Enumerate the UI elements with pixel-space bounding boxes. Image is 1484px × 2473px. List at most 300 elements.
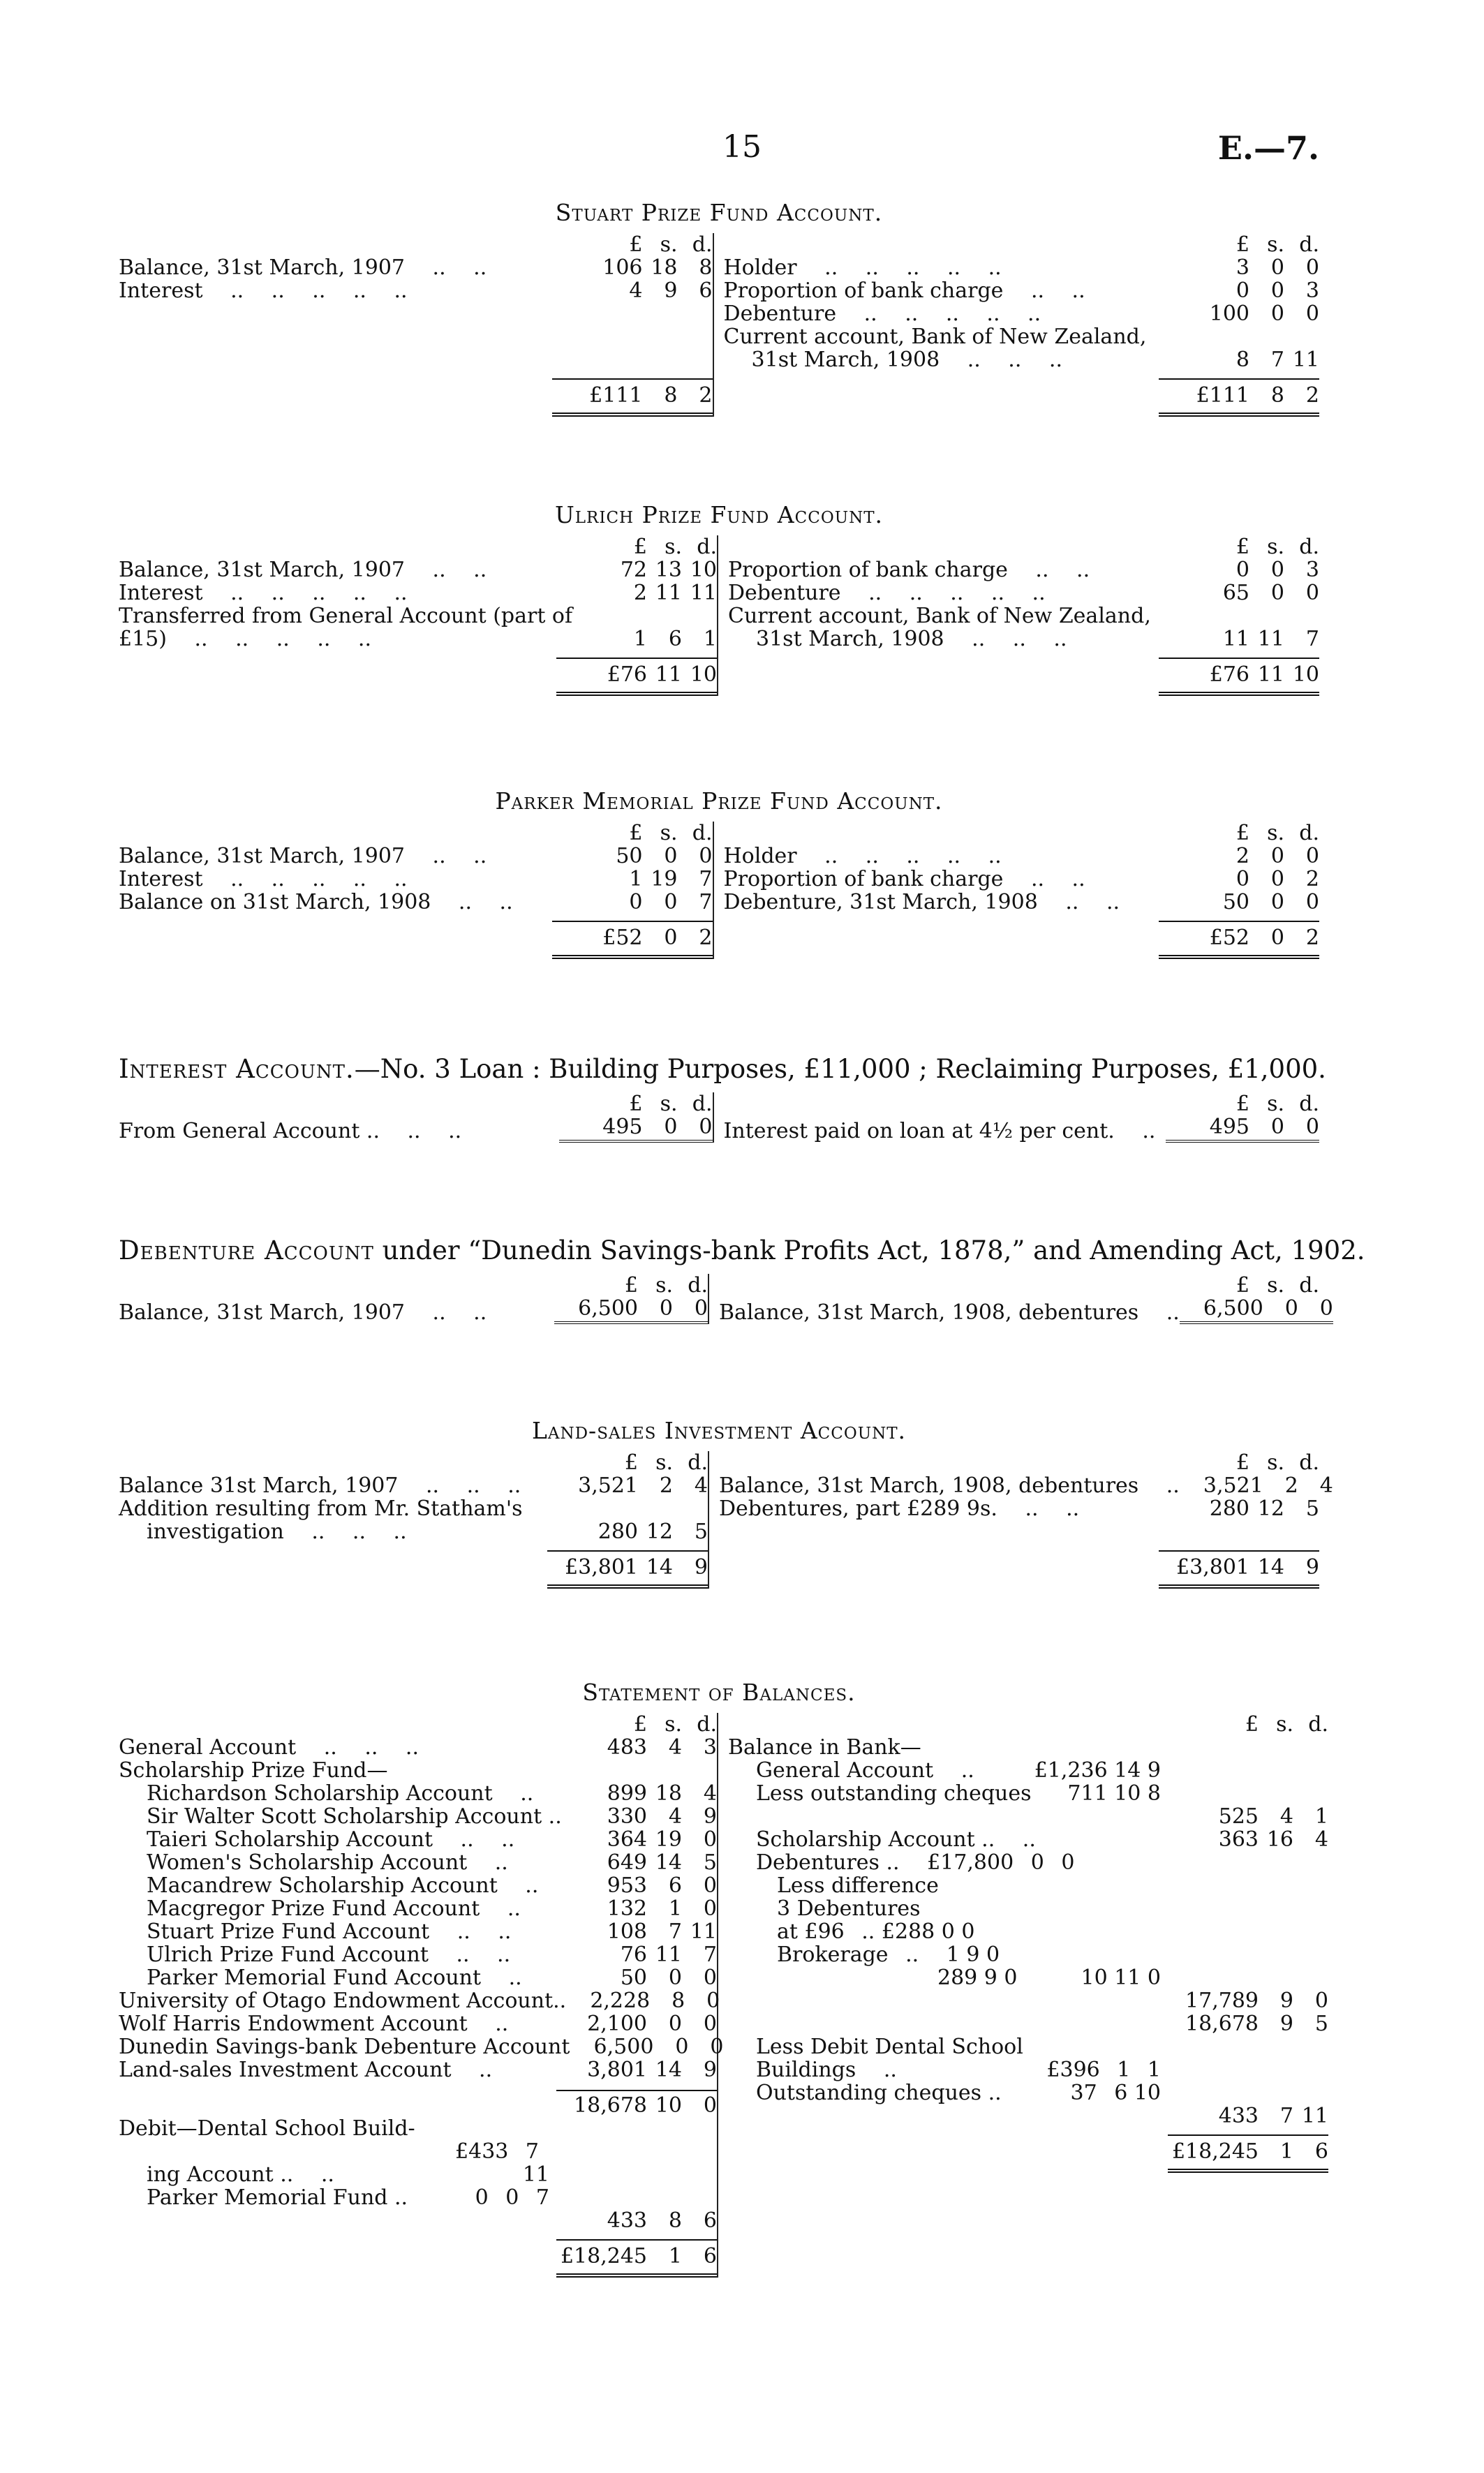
total-amount [556, 2239, 717, 2278]
row-amount [1166, 558, 1319, 581]
pence: 0 [703, 1966, 717, 1990]
section-title [119, 1235, 1365, 1265]
row-label: Debenture, 31st March, 1908 .. .. [723, 890, 1120, 914]
pounds: 132 [607, 1896, 647, 1921]
pence: 9 [694, 1555, 708, 1580]
pence: 6 [703, 2244, 717, 2268]
ledger-row [728, 2081, 1328, 2104]
total [728, 2134, 1328, 2173]
ledger-row [728, 1782, 1328, 1805]
shillings: 0 [1270, 302, 1284, 326]
row-amount [563, 1966, 717, 1989]
shillings: 0 [1284, 1296, 1298, 1321]
pence: 4 [694, 1473, 708, 1498]
ledger-row [119, 279, 713, 302]
ledger-row [719, 1296, 1333, 1325]
pounds: £52 [1209, 926, 1249, 950]
pounds: £3,801 [1176, 1555, 1249, 1580]
ledger-row [119, 1805, 717, 1828]
pence-header: d. [688, 1273, 708, 1298]
ledger-row [119, 2012, 717, 2035]
row-amount [559, 868, 713, 891]
total-amount [552, 378, 713, 417]
pounds-header: £ [1236, 232, 1249, 257]
row-label: 31st March, 1908 .. .. .. [756, 627, 1067, 651]
ledger-row [728, 2012, 1328, 2035]
ledger-row [119, 1874, 717, 1897]
shillings-header: s. [1267, 1092, 1284, 1116]
right-side [714, 822, 1319, 959]
shillings: 14 [646, 1555, 673, 1580]
pounds: £111 [1196, 383, 1249, 408]
row-label: General Account .. [756, 1758, 974, 1783]
row-amount [1175, 1828, 1328, 1851]
inner-amount: £1,236 14 9 [1034, 1758, 1161, 1783]
ledger-row [724, 325, 1319, 348]
shillings: 18 [651, 255, 678, 280]
row-amount [1166, 891, 1319, 914]
pence: 0 [1305, 581, 1319, 605]
right-side [718, 1713, 1328, 2278]
shillings: 16 [1266, 1827, 1293, 1852]
shillings-header: s. [665, 1712, 682, 1737]
pence: 7 [699, 890, 713, 914]
shillings: 11 [655, 662, 682, 687]
ledger-row [728, 1805, 1328, 1828]
pounds: 3,521 [1203, 1473, 1263, 1498]
row-amount [559, 845, 713, 868]
pounds: 363 [1218, 1827, 1259, 1852]
shillings: 0 [1270, 255, 1284, 280]
ledger-row [119, 1966, 717, 1989]
pounds: £76 [1209, 662, 1249, 687]
row-label: Proportion of bank charge .. .. [728, 558, 1090, 582]
total [119, 378, 713, 417]
pounds: 495 [1209, 1115, 1249, 1139]
currency-header [119, 822, 713, 845]
row-label: Balance, 31st March, 1907 .. .. [119, 1300, 487, 1325]
inner-amount: 711 10 8 [1067, 1781, 1161, 1806]
currency-header [728, 535, 1319, 558]
ledger-row [728, 1874, 1328, 1897]
row-label: Taieri Scholarship Account .. .. [147, 1827, 515, 1852]
pounds: 76 [620, 1943, 647, 1967]
row-amount [1166, 348, 1319, 371]
shillings: 12 [646, 1520, 673, 1544]
pence: 0 [1305, 890, 1319, 914]
pounds: 0 [629, 890, 643, 914]
row-label: Parker Memorial Fund Account .. [147, 1966, 522, 1990]
row-amount [1166, 256, 1319, 279]
shillings: 0 [1270, 581, 1284, 605]
shillings: 4 [668, 1804, 682, 1829]
ledger-row [724, 891, 1319, 914]
pence: 0 [703, 1827, 717, 1852]
shillings-header: s. [660, 1092, 678, 1116]
row-label: Parker Memorial Fund .. [147, 2185, 408, 2210]
ledger-row [119, 1474, 708, 1497]
ledger-row [728, 1989, 1328, 2012]
pounds: 0 [1236, 867, 1249, 891]
row-label: Macandrew Scholarship Account .. [147, 1873, 539, 1898]
row-label: Current account, Bank of New Zealand, [723, 325, 1147, 349]
pounds: £111 [589, 383, 643, 408]
pounds: 2,100 [587, 2012, 647, 2036]
total-amount [556, 658, 717, 696]
row-label: General Account .. .. .. [119, 1735, 420, 1760]
ledger-row [728, 627, 1319, 651]
ledger-row [119, 2058, 717, 2081]
shillings: 8 [664, 383, 678, 408]
shillings: 12 [1257, 1497, 1284, 1521]
subtotal-amount [556, 2090, 717, 2117]
pence: 3 [703, 1735, 717, 1760]
ledger-row [728, 1759, 1328, 1782]
pence: 6 [1314, 2139, 1328, 2164]
ledger-row [119, 1759, 717, 1782]
total [719, 1550, 1319, 1589]
shillings: 11 [655, 581, 682, 605]
pence: 7 [699, 867, 713, 891]
pence: 0 [1319, 1296, 1333, 1321]
pounds: 18,678 [574, 2093, 647, 2118]
pence-header: d. [692, 232, 713, 257]
ledger-row [719, 1473, 1333, 1498]
section-title [119, 1054, 1326, 1084]
shillings-header: s. [1267, 821, 1284, 845]
ledger-row [728, 604, 1319, 627]
pounds: 1 [629, 867, 643, 891]
total [119, 2239, 717, 2278]
ledger-row [724, 868, 1319, 891]
currency-header [724, 1092, 1319, 1115]
pounds: 649 [607, 1850, 647, 1875]
pounds: 108 [607, 1919, 647, 1944]
pence: 2 [1305, 383, 1319, 408]
currency-header [119, 1451, 708, 1474]
pounds-header: £ [629, 232, 643, 257]
row-label: Proportion of bank charge .. .. [723, 279, 1085, 303]
pounds-header: £ [1236, 535, 1249, 559]
pounds: 4 [629, 279, 643, 303]
parker-memorial-prize-fund-account [119, 787, 1319, 959]
row-amount [563, 1782, 717, 1805]
pence: 0 [699, 844, 713, 868]
stuart-prize-fund-account [119, 199, 1319, 417]
ledger-row [728, 2058, 1328, 2081]
row-amount [563, 2058, 717, 2081]
row-amount [559, 256, 713, 279]
left-side [119, 1092, 714, 1143]
shillings: 19 [651, 867, 678, 891]
right-side [718, 535, 1319, 696]
row-label: Proportion of bank charge .. .. [723, 867, 1085, 891]
shillings: 8 [671, 1989, 685, 2013]
left-side [119, 822, 714, 959]
section-title: Statement of Balances. [582, 1679, 856, 1706]
pounds-header: £ [1236, 1450, 1249, 1475]
shillings: 13 [655, 558, 682, 582]
ledger-row [119, 2117, 717, 2140]
pence: 5 [1314, 2012, 1328, 2036]
row-label: Macgregor Prize Fund Account .. [147, 1896, 521, 1921]
currency-header [119, 1713, 717, 1736]
pounds-header: £ [1245, 1712, 1259, 1737]
ledger-row [719, 1497, 1319, 1520]
row-amount [563, 1736, 717, 1759]
currency-header [719, 1451, 1319, 1474]
interest-account [119, 1054, 1326, 1143]
row-label: Balance in Bank— [728, 1735, 921, 1760]
shillings: 0 [1270, 1115, 1284, 1139]
currency-header [119, 535, 717, 558]
section-title: Ulrich Prize Fund Account. [554, 501, 884, 528]
pence: 4 [1314, 1827, 1328, 1852]
ledger-row [728, 2104, 1328, 2127]
pounds: 1 [633, 627, 647, 651]
row-amount [1175, 2104, 1328, 2127]
pounds: 953 [607, 1873, 647, 1898]
shillings: 9 [664, 279, 678, 303]
ledger-row [728, 581, 1319, 604]
row-amount [563, 627, 717, 651]
pounds: 330 [607, 1804, 647, 1829]
total-amount [1159, 921, 1319, 959]
row-label: Holder .. .. .. .. .. [723, 844, 1002, 868]
pence: 4 [703, 1781, 717, 1806]
left-side [119, 535, 718, 696]
ledger-row [119, 1851, 717, 1874]
currency-header [728, 1713, 1328, 1736]
pounds-header: £ [633, 1712, 647, 1737]
pounds: 280 [598, 1520, 638, 1544]
shillings: 14 [1257, 1555, 1284, 1580]
row-label: £15) .. .. .. .. .. [119, 627, 372, 651]
pence: 5 [694, 1520, 708, 1544]
pence-header: d. [692, 1092, 713, 1116]
pence: 1 [1314, 1804, 1328, 1829]
total-amount [1159, 1550, 1319, 1589]
pounds-header: £ [629, 1092, 643, 1116]
row-label: Interest .. .. .. .. .. [119, 279, 408, 303]
ledger-row [119, 1897, 717, 1920]
row-label: Current account, Bank of New Zealand, [728, 604, 1151, 628]
pence: 7 [703, 1943, 717, 1967]
row-label: Debentures, part £289 9s. .. .. [719, 1497, 1080, 1521]
spacer [119, 302, 713, 371]
pounds: 50 [620, 1966, 647, 1990]
row-amount [1175, 1805, 1328, 1828]
pence: 10 [690, 558, 717, 582]
total [724, 378, 1319, 417]
pounds: £18,245 [560, 2244, 647, 2268]
ledger-row [119, 256, 713, 279]
ledger-row [724, 279, 1319, 302]
inner-amount: 37 6 10 [1070, 2081, 1161, 2105]
statement-of-balances [119, 1679, 1328, 2278]
pence-header: d. [1299, 1092, 1319, 1116]
row-amount [563, 558, 717, 581]
shillings: 4 [1279, 1804, 1293, 1829]
row-label: Buildings .. [756, 2058, 897, 2082]
row-label: Holder .. .. .. .. .. [723, 255, 1002, 280]
row-label: Women's Scholarship Account .. [147, 1850, 508, 1875]
ulrich-prize-fund-account [119, 501, 1319, 696]
row-label: 289 9 0 [937, 1966, 1018, 1990]
row-amount [1166, 279, 1319, 302]
shillings: 0 [668, 1966, 682, 1990]
pence-header: d. [697, 1712, 717, 1737]
shillings: 0 [668, 2012, 682, 2036]
pounds: 495 [602, 1115, 643, 1139]
pence: 5 [1305, 1497, 1319, 1521]
row-label: Balance 31st March, 1907 .. .. .. [119, 1473, 521, 1498]
pence: 0 [703, 1896, 717, 1921]
shillings-header: s. [1267, 1450, 1284, 1475]
row-amount [1166, 627, 1319, 651]
shillings: 0 [664, 844, 678, 868]
ledger-row [728, 1966, 1328, 1989]
pence: 11 [1292, 348, 1319, 372]
pence: 3 [1305, 279, 1319, 303]
shillings: 0 [1270, 867, 1284, 891]
pence: 11 [1301, 2104, 1328, 2128]
pounds-header: £ [624, 1450, 638, 1475]
pounds: 6,500 [1203, 1296, 1263, 1321]
right-side [709, 1450, 1333, 1589]
pounds: £18,245 [1171, 2139, 1259, 2164]
row-label: Balance, 31st March, 1907 .. .. [119, 255, 487, 280]
pounds: 6,500 [578, 1296, 638, 1321]
row-amount [1175, 1989, 1328, 2012]
pounds: 17,789 [1185, 1989, 1259, 2013]
section-title: Stuart Prize Fund Account. [555, 199, 883, 226]
left-side [119, 1712, 724, 2278]
shillings: 8 [668, 2208, 682, 2233]
land-sales-investment-account [119, 1417, 1333, 1589]
pence: 0 [1305, 844, 1319, 868]
ledger-row [728, 558, 1319, 581]
ledger-row [119, 627, 717, 651]
row-label: Scholarship Account .. .. [756, 1827, 1036, 1852]
row-label: Debenture .. .. .. .. .. [723, 302, 1041, 326]
shillings: 10 [655, 2093, 682, 2118]
pence-header: d. [1299, 1450, 1319, 1475]
row-label: Addition resulting from Mr. Statham's [119, 1497, 523, 1521]
inner-amount: £396 1 1 [1046, 2058, 1161, 2082]
currency-header [119, 233, 713, 256]
pence: 11 [690, 1919, 717, 1944]
shillings-header: s. [655, 1273, 673, 1298]
row-label: Less difference [777, 1873, 939, 1898]
row-amount [1166, 868, 1319, 891]
pence-header: d. [1299, 535, 1319, 559]
row-label: Brokerage .. 1 9 0 [777, 1943, 1000, 1967]
total-amount [547, 1550, 708, 1589]
pence: 11 [690, 581, 717, 605]
debenture-account [119, 1235, 1365, 1325]
row-amount [559, 1115, 713, 1143]
shillings: 4 [668, 1735, 682, 1760]
ledger-row [119, 845, 713, 868]
total [119, 1550, 708, 1589]
row-amount [1166, 845, 1319, 868]
row-label: Wolf Harris Endowment Account .. [119, 2012, 509, 2036]
row-label: Stuart Prize Fund Account .. .. [147, 1919, 512, 1944]
pounds: 106 [602, 255, 643, 280]
ledger-row [728, 1920, 1328, 1943]
pence: 0 [1314, 1989, 1328, 2013]
ledger-row [119, 1520, 708, 1543]
ledger-row [119, 1497, 708, 1520]
pence: 6 [703, 2208, 717, 2233]
shillings: 11 [1257, 662, 1284, 687]
ledger-row [119, 2186, 717, 2209]
ledger-row [119, 2209, 717, 2232]
pounds-header: £ [624, 1273, 638, 1298]
shillings: 0 [1270, 926, 1284, 950]
ledger-row [119, 1297, 708, 1324]
pence: 1 [703, 627, 717, 651]
row-amount [563, 1943, 717, 1966]
row-amount [563, 1897, 717, 1920]
shillings: 0 [675, 2035, 689, 2059]
pounds-header: £ [633, 535, 647, 559]
ledger-row [119, 868, 713, 891]
row-label: Balance on 31st March, 1908 .. .. [119, 890, 513, 914]
pence: 0 [703, 2012, 717, 2036]
pence: 10 [1292, 662, 1319, 687]
row-amount [563, 1805, 717, 1828]
pence: 2 [1305, 867, 1319, 891]
pounds: 433 [607, 2208, 647, 2233]
pounds-header: £ [1236, 821, 1249, 845]
pounds: 65 [1222, 581, 1249, 605]
left-side [119, 1451, 709, 1589]
section-title: Parker Memorial Prize Fund Account. [495, 787, 943, 815]
row-amount [1180, 1474, 1333, 1497]
left-side [119, 233, 714, 417]
pounds-header: £ [1236, 1092, 1249, 1116]
ledger-row [119, 2035, 724, 2059]
row-amount [554, 1474, 708, 1497]
inner-amount: £433 7 11 [455, 2139, 549, 2187]
row-label: Interest .. .. .. .. .. [119, 581, 408, 605]
ledger-row [119, 1736, 717, 1759]
shillings: 0 [1270, 890, 1284, 914]
pence: 0 [703, 2093, 717, 2118]
ledger-row [119, 1943, 717, 1966]
row-label: Interest .. .. .. .. .. [119, 867, 408, 891]
row-label: 3 Debentures [777, 1896, 921, 1921]
pence: 5 [703, 1850, 717, 1875]
ledger-row [728, 1897, 1328, 1920]
row-amount [563, 2012, 717, 2035]
pounds: 433 [1218, 2104, 1259, 2128]
shillings: 9 [1279, 2012, 1293, 2036]
row-amount [559, 891, 713, 914]
row-label: Balance, 31st March, 1907 .. .. [119, 844, 487, 868]
row-label: Richardson Scholarship Account .. [147, 1781, 534, 1806]
pence: 10 [690, 662, 717, 687]
shillings: 0 [1270, 558, 1284, 582]
shillings: 0 [664, 926, 678, 950]
shillings: 18 [655, 1781, 682, 1806]
row-amount [563, 1920, 717, 1943]
shillings-header: s. [1267, 232, 1284, 257]
row-label: Scholarship Prize Fund— [119, 1758, 388, 1783]
pence: 0 [703, 1873, 717, 1898]
